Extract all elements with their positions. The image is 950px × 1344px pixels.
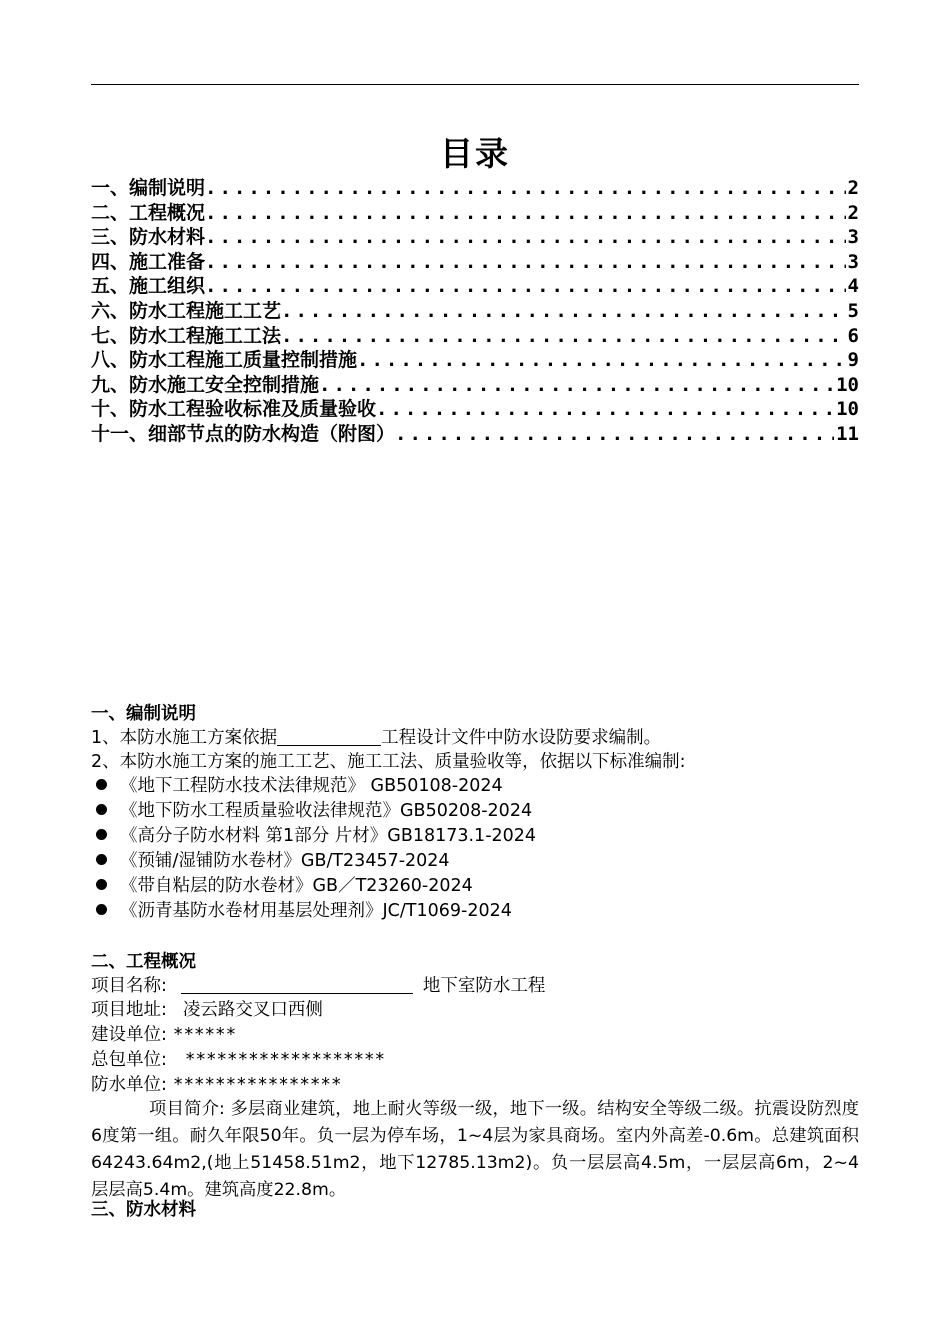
toc-entry-page: 6 (847, 324, 859, 347)
bullet-icon (96, 779, 107, 790)
contractor-value: ******************* (184, 1050, 386, 1070)
standard-list-item (96, 772, 503, 797)
waterproof-unit-row (91, 1071, 341, 1096)
builder-row (91, 1021, 236, 1046)
toc-entry-page: 10 (836, 398, 859, 421)
standard-text: 《沥青基防水卷材用基层处理剂》JC/T1069-2024 (120, 901, 512, 921)
toc-entry-label: 四、施工准备 (91, 250, 206, 273)
toc-entry[interactable] (91, 348, 859, 373)
toc-title: 目录 (440, 134, 510, 173)
waterproof-unit-value: **************** (172, 1075, 342, 1095)
standard-list-item (96, 847, 450, 872)
toc-entry[interactable] (91, 250, 859, 275)
toc-entry[interactable] (91, 176, 859, 201)
bullet-icon (96, 854, 107, 865)
toc-entry-page: 9 (847, 349, 859, 372)
blank-line (181, 976, 413, 994)
section1-item1-suffix: 工程设计文件中防水设防要求编制。 (381, 728, 662, 748)
project-address-value: 凌云路交叉口西侧 (182, 1000, 323, 1020)
toc-entry[interactable] (91, 299, 859, 324)
standard-list-item (96, 797, 532, 822)
toc-entry-page: 3 (847, 250, 859, 273)
standard-text: 《带自粘层的防水卷材》GB／T23260-2024 (120, 876, 473, 896)
project-name-value: 地下室防水工程 (422, 976, 546, 996)
toc-dot-leader (281, 324, 846, 349)
project-address-row (91, 996, 323, 1021)
toc-entry[interactable] (91, 324, 859, 349)
project-summary-text: 项目简介: 多层商业建筑，地上耐火等级一级，地下一级。结构安全等级二级。抗震设防烈度6度第一组。耐久年限50年。负一层为停车场，1~4层为家具商场。室内外高差-0.6m。总建筑面积64243.64m2,(地上51458.51m2，地下12785.13m2)。负一层层高4.5m，一层层高6m，2~4层层高5.4m。建筑高度22.8m。 (91, 1099, 859, 1200)
standard-text: 《预铺/湿铺防水卷材》GB/T23457-2024 (120, 851, 450, 871)
waterproof-unit-label: 防水单位: (91, 1075, 167, 1095)
toc-entry-label: 三、防水材料 (91, 226, 206, 249)
toc-entry-page: 2 (847, 177, 859, 199)
standard-text: 《地下工程防水技术法律规范》 GB50108-2024 (120, 776, 503, 796)
toc-entry[interactable] (91, 274, 859, 299)
toc-entry-page: 2 (847, 201, 859, 224)
project-name-row (91, 972, 545, 997)
project-address-label: 项目地址: (91, 1000, 167, 1020)
toc-dot-leader (281, 299, 846, 324)
toc-entry[interactable] (91, 397, 859, 422)
toc-entry-label: 五、施工组织 (91, 275, 206, 298)
section1-item1-prefix: 1、本防水施工方案依据 (91, 728, 278, 748)
toc-dot-leader (205, 201, 846, 226)
toc-entry-label: 八、防水工程施工质量控制措施 (91, 349, 358, 372)
toc-entry-label: 十一、细部节点的防水构造（附图） (91, 422, 396, 445)
toc-entry-page: 5 (847, 299, 859, 322)
bullet-icon (96, 879, 107, 890)
bullet-icon (96, 829, 107, 840)
contractor-row (91, 1046, 385, 1071)
project-name-label: 项目名称: (91, 976, 167, 996)
section1-heading: 一、编制说明 (91, 704, 196, 724)
standard-text: 《地下防水工程质量验收法律规范》GB50208-2024 (120, 801, 533, 821)
section2-heading: 二、工程概况 (91, 952, 196, 972)
toc-dot-leader (205, 225, 846, 250)
section1-item1 (91, 724, 661, 749)
toc-entry[interactable] (91, 225, 859, 250)
toc-entry[interactable] (91, 373, 859, 398)
project-summary (91, 1096, 859, 1204)
toc-entry-page: 4 (847, 275, 859, 298)
section3-heading: 三、防水材料 (91, 1200, 196, 1220)
toc-dot-leader (205, 274, 846, 299)
builder-label: 建设单位: (91, 1025, 167, 1045)
toc-dot-leader (395, 422, 834, 447)
toc-dot-leader (205, 176, 846, 201)
toc-entry-label: 九、防水施工安全控制措施 (91, 373, 320, 396)
toc-entry-label: 十、防水工程验收标准及质量验收 (91, 398, 377, 421)
header-rule (91, 84, 859, 85)
toc-entry-page: 3 (847, 226, 859, 249)
standard-text: 《高分子防水材料 第1部分 片材》GB18173.1-2024 (120, 826, 537, 846)
toc-entry-label: 七、防水工程施工工法 (91, 324, 282, 347)
section1-item2: 2、本防水施工方案的施工工艺、施工工法、质量验收等，依据以下标准编制: (91, 752, 686, 772)
blank-line (277, 728, 381, 746)
toc-dot-leader (376, 397, 834, 422)
toc-entry-label: 一、编制说明 (91, 177, 206, 199)
standard-list-item (96, 822, 536, 847)
toc-dot-leader (205, 250, 846, 275)
contractor-label: 总包单位: (91, 1050, 167, 1070)
toc-entry[interactable] (91, 201, 859, 226)
toc-entry[interactable] (91, 422, 859, 447)
bullet-icon (96, 804, 107, 815)
toc-dot-leader (357, 348, 846, 373)
toc-entry-page: 11 (836, 422, 859, 445)
builder-value: ****** (172, 1025, 237, 1045)
bullet-icon (96, 904, 107, 915)
standard-list-item (96, 872, 473, 897)
standard-list-item (96, 897, 512, 922)
table-of-contents (91, 176, 859, 447)
toc-entry-label: 二、工程概况 (91, 201, 206, 224)
toc-dot-leader (319, 373, 834, 398)
toc-entry-label: 六、防水工程施工工艺 (91, 299, 282, 322)
toc-entry-page: 10 (836, 373, 859, 396)
